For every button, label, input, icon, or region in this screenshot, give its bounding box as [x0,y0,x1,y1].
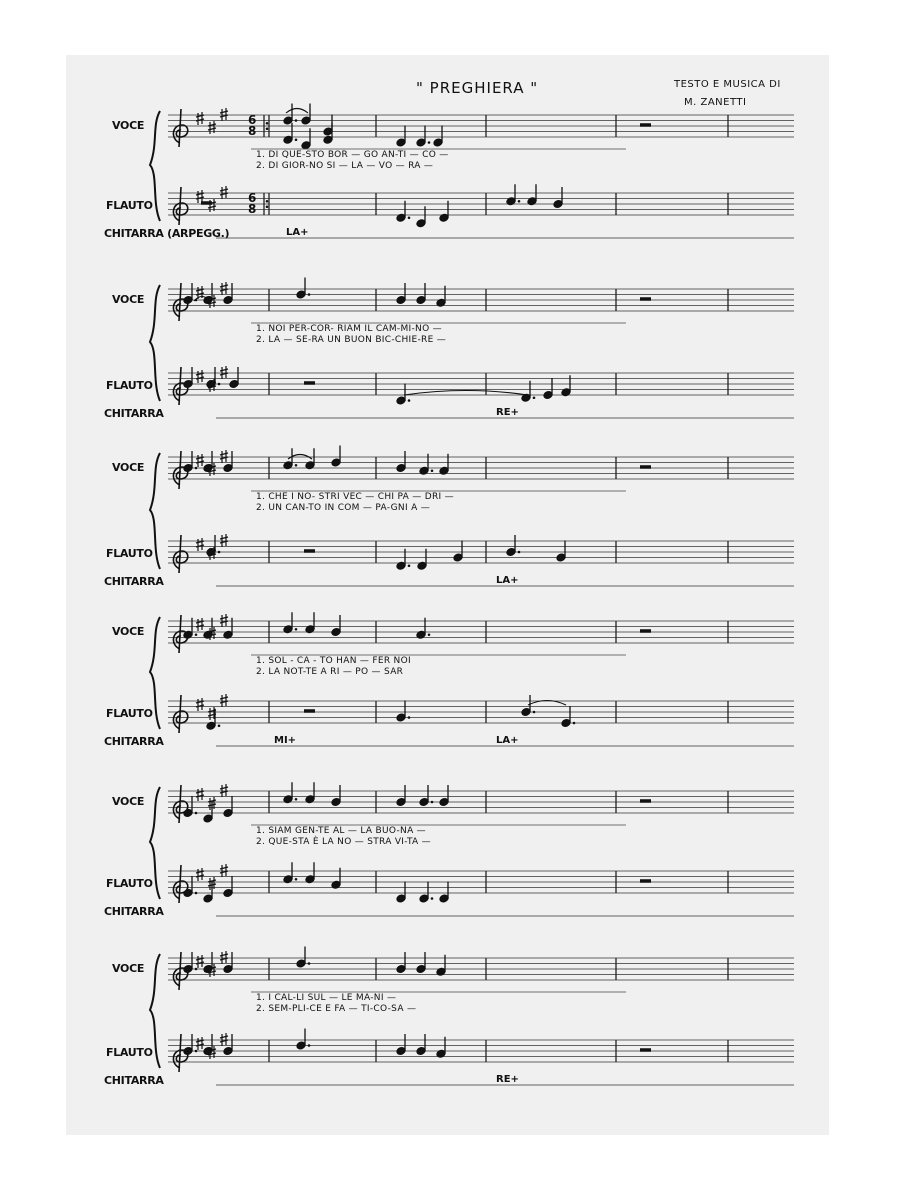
lyrics-verse-1: 1. I CAL-LI SUL — LE MA-NI — [256,993,397,1003]
note-dot [408,399,411,402]
whole-rest [640,799,651,803]
lyrics-verse-2: 2. DI GIOR-NO SI — LA — VO — RA — [256,161,434,171]
guitar-label: CHITARRA [104,905,164,918]
score-title: " PREGHIERA " [416,79,539,97]
voice-staff [168,108,794,147]
note-dot [431,801,434,804]
sharp-icon [220,186,228,199]
credit-line-1: TESTO E MUSICA DI [674,79,781,90]
time-signature-voice-bottom: 8 [248,124,257,138]
guitar-label: CHITARRA [104,407,164,420]
composer-name: M. ZANETTI [684,97,747,108]
lyrics-verse-2: 2. LA — SE-RA UN BUON BIC-CHIE-RE — [256,335,447,345]
voice-staff [168,784,794,823]
note-dot [573,722,576,725]
chord-symbol: RE+ [496,407,519,418]
note-dot [295,628,298,631]
system-1 [104,104,794,241]
tie [404,391,528,396]
note-dot [218,724,221,727]
note-dot [218,551,221,554]
chord-symbol: MI+ [274,735,297,746]
voice-staff [168,450,794,489]
sharp-icon [220,694,228,707]
whole-rest [304,709,315,713]
note-dot [308,1044,311,1047]
sharp-icon [220,614,228,627]
sharp-icon [220,1033,228,1046]
flute-label: FLAUTO [106,379,153,392]
flute-label: FLAUTO [106,877,153,890]
repeat-dot [266,200,269,203]
flute-staff [168,1033,794,1072]
flute-staff [168,186,794,225]
sharp-icon [196,538,204,551]
note-dot [431,897,434,900]
systems-group [104,104,794,1088]
whole-rest [640,465,651,469]
sharp-icon [196,955,204,968]
voice-staff [168,282,794,321]
repeat-dot [266,205,269,208]
whole-rest [640,297,651,301]
note-dot [308,962,311,965]
sharp-icon [196,1037,204,1050]
system-4 [104,612,794,748]
sharp-icon [208,121,216,134]
time-signature-flute-top: 6 [248,191,257,205]
sharp-icon [220,534,228,547]
sharp-icon [196,788,204,801]
system-5 [104,782,794,918]
flute-label: FLAUTO [106,199,153,212]
note-dot [408,564,411,567]
sharp-icon [220,864,228,877]
flute-label: FLAUTO [106,707,153,720]
voice-staff [168,951,794,990]
flute-label: FLAUTO [106,547,153,560]
note-dot [518,200,521,203]
sharp-icon [196,618,204,631]
note-dot [533,711,536,714]
sharp-icon [196,112,204,125]
flute-staff [168,694,794,733]
note-dot [295,464,298,467]
sharp-icon [196,868,204,881]
sharp-icon [196,190,204,203]
voice-label: VOCE [112,625,145,638]
repeat-dot [266,122,269,125]
note-dot [218,383,221,386]
note-dot [428,633,431,636]
note-dot [195,633,198,636]
flute-staff [168,534,794,573]
note-dot [428,141,431,144]
whole-rest [640,1048,651,1052]
whole-rest [640,879,651,883]
lyrics-verse-1: 1. NOI PER-COR- RIAM IL CAM-MI-NO — [256,324,442,334]
lyrics-verse-1: 1. CHE I NO- STRI VEC — CHI PA — DRI — [256,492,454,502]
guitar-label: CHITARRA (ARPEGG.) [104,227,230,240]
chord-symbol: LA+ [496,735,519,746]
lyrics-verse-2: 2. LA NOT-TE A RI — PO — SAR [256,667,404,677]
music-score [66,55,829,1135]
chord-symbol: RE+ [496,1074,519,1085]
flute-staff [168,864,794,903]
sharp-icon [220,282,228,295]
voice-label: VOCE [112,795,145,808]
voice-label: VOCE [112,962,145,975]
lyrics-verse-1: 1. SIAM GEN-TE AL — LA BUO-NA — [256,826,426,836]
note-dot [195,1050,198,1053]
sharp-icon [220,450,228,463]
system-3 [104,446,794,589]
score-sheet [66,55,829,1135]
whole-rest [304,549,315,553]
note-dot [408,216,411,219]
sharp-icon [196,698,204,711]
note-dot [195,968,198,971]
note-dot [295,119,298,122]
lyrics-verse-2: 2. SEM-PLI-CE E FA — TI-CO-SA — [256,1004,417,1014]
lyrics-verse-2: 2. QUE-STA È LA NO — STRA VI-TA — [256,837,431,847]
voice-label: VOCE [112,119,145,132]
note-dot [195,892,198,895]
flute-staff [168,366,794,405]
note-dot [533,396,536,399]
voice-staff [168,614,794,653]
sharp-icon [220,366,228,379]
lyrics-verse-1: 1. SOL - CA - TO HAN — FER NOI [256,656,411,666]
guitar-label: CHITARRA [104,575,164,588]
note-dot [295,878,298,881]
sharp-icon [208,199,216,212]
time-signature-voice-top: 6 [248,113,257,127]
lyrics-verse-2: 2. UN CAN-TO IN COM — PA-GNI A — [256,503,430,513]
guitar-label: CHITARRA [104,1074,164,1087]
note-dot [308,293,311,296]
sharp-icon [220,784,228,797]
lyrics-verse-1: 1. DI QUE-STO BOR — GO AN-TI — CO — [256,150,449,160]
note-dot [195,812,198,815]
system-6 [104,947,794,1088]
note-dot [295,798,298,801]
whole-rest [304,381,315,385]
flute-label: FLAUTO [106,1046,153,1059]
voice-label: VOCE [112,293,145,306]
whole-rest [640,123,651,127]
note-dot [408,716,411,719]
sharp-icon [220,951,228,964]
voice-label: VOCE [112,461,145,474]
note-dot [295,138,298,141]
sharp-icon [196,454,204,467]
sharp-icon [196,370,204,383]
tie [286,109,308,114]
system-2 [104,278,794,421]
guitar-label: CHITARRA [104,735,164,748]
sharp-icon [220,108,228,121]
note-dot [518,551,521,554]
chord-symbol: LA+ [286,227,309,238]
whole-rest [201,201,212,205]
whole-rest [640,629,651,633]
note-dot [431,469,434,472]
chord-symbol: LA+ [496,575,519,586]
note-dot [195,467,198,470]
time-signature-flute-bottom: 8 [248,202,257,216]
repeat-dot [266,127,269,130]
